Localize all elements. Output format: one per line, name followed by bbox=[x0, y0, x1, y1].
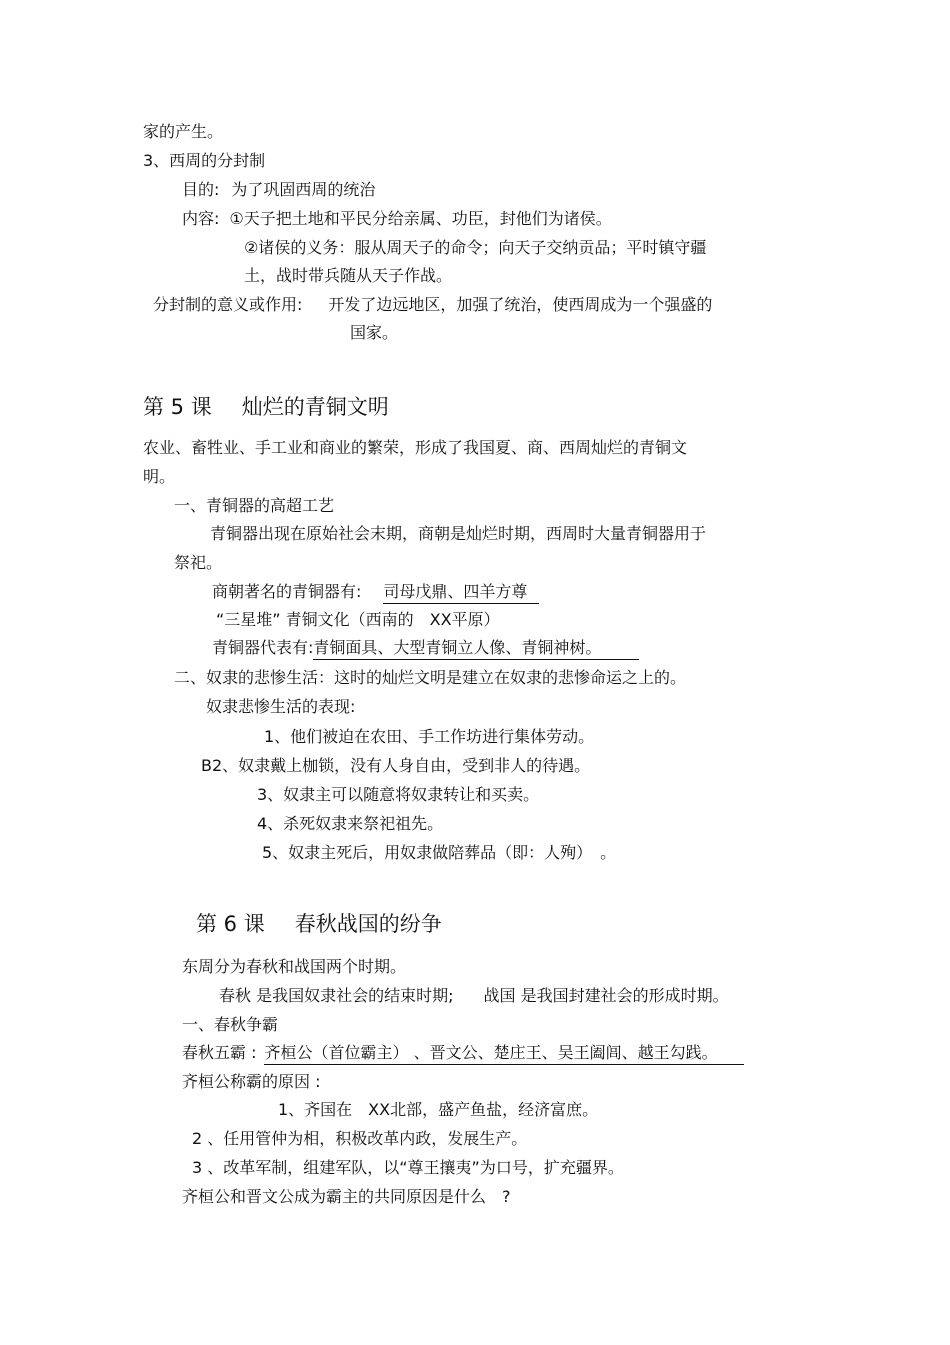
label: 商朝著名的青铜器有: bbox=[212, 582, 362, 601]
text-line bbox=[182, 180, 375, 200]
value: 为了巩固西周的统治 bbox=[231, 180, 376, 199]
text-line: 国家。 bbox=[350, 323, 399, 342]
section-title: 3、西周的分封制 bbox=[143, 151, 266, 170]
text-line: 齐桓公称霸的原因 : bbox=[182, 1072, 321, 1091]
lesson-title: 灿烂的青铜文明 bbox=[241, 395, 389, 419]
lesson-number: 第 5 课 bbox=[143, 395, 212, 419]
list-item: 2 、任用管仲为相，积极改革内政，发展生产。 bbox=[192, 1129, 528, 1148]
underlined-value: 青铜面具、大型青铜立人像、青铜神树。 bbox=[313, 638, 639, 660]
label: 青铜器代表有: bbox=[212, 638, 314, 657]
text-line: 祭祀。 bbox=[174, 553, 223, 572]
list-item: 3、奴隶主可以随意将奴隶转让和买卖。 bbox=[257, 785, 540, 804]
label: 分封制的意义或作用: bbox=[153, 295, 303, 314]
lesson-title: 春秋战国的纷争 bbox=[294, 912, 442, 936]
list-item: 5、奴隶主死后，用奴隶做陪葬品（即：人殉） 。 bbox=[262, 843, 617, 862]
text-line bbox=[182, 209, 612, 229]
text-line: 奴隶悲惨生活的表现: bbox=[206, 697, 356, 716]
section-title: 一、春秋争霸 bbox=[182, 1015, 279, 1034]
underlined-value: 齐桓公（首位霸主） 、晋文公、楚庄王、吴王阖闾、越王勾践。 bbox=[264, 1043, 743, 1065]
list-item: 1、他们被迫在农田、手工作坊进行集体劳动。 bbox=[264, 727, 595, 746]
text-line: 明。 bbox=[143, 467, 176, 486]
label: 内容: bbox=[182, 209, 220, 228]
list-item: B2、奴隶戴上枷锁，没有人身自由，受到非人的待遇。 bbox=[201, 756, 591, 775]
text-line bbox=[212, 582, 539, 604]
text-line: 青铜器出现在原始社会末期，商朝是灿烂时期，西周时大量青铜器用于 bbox=[210, 524, 707, 543]
text-line bbox=[212, 638, 639, 660]
text-line bbox=[219, 986, 729, 1006]
list-item: 3 、改革军制，组建军队，以“尊王攘夷”为口号，扩充疆界。 bbox=[192, 1158, 624, 1177]
text-line: 家的产生。 bbox=[143, 122, 224, 141]
lesson-heading bbox=[143, 394, 389, 420]
text-line bbox=[182, 1043, 744, 1065]
text-line: 东周分为春秋和战国两个时期。 bbox=[182, 957, 407, 976]
lesson-heading bbox=[196, 911, 442, 937]
text-segment: 春秋 是我国奴隶社会的结束时期; bbox=[219, 986, 454, 1005]
text-line: “三星堆” 青铜文化（西南的 XX平原） bbox=[216, 610, 500, 629]
text-line bbox=[153, 295, 712, 315]
lesson-number: 第 6 课 bbox=[196, 912, 265, 936]
label: 春秋五霸 : bbox=[182, 1043, 257, 1062]
text-line: 农业、畜牲业、手工业和商业的繁荣，形成了我国夏、商、西周灿烂的青铜文 bbox=[143, 438, 688, 457]
underlined-value: 司母戊鼎、四羊方尊 bbox=[383, 582, 539, 604]
text-line: 齐桓公和晋文公成为霸主的共同原因是什么 ? bbox=[182, 1187, 511, 1206]
list-item: 1、齐国在 XX北部，盛产鱼盐，经济富庶。 bbox=[278, 1100, 599, 1119]
list-item: 4、杀死奴隶来祭祀祖先。 bbox=[257, 814, 444, 833]
section-title: 一、青铜器的高超工艺 bbox=[174, 496, 335, 515]
value: ①天子把土地和平民分给亲属、功臣，封他们为诸侯。 bbox=[229, 209, 612, 228]
section-title: 二、奴隶的悲惨生活：这时的灿烂文明是建立在奴隶的悲惨命运之上的。 bbox=[174, 668, 687, 687]
label: 目的: bbox=[182, 180, 220, 199]
value: 开发了边远地区，加强了统治，使西周成为一个强盛的 bbox=[328, 295, 713, 314]
text-line: ②诸侯的义务：服从周天子的命令；向天子交纳贡品；平时镇守疆 bbox=[244, 238, 707, 257]
text-segment: 战国 是我国封建社会的形成时期。 bbox=[483, 986, 729, 1005]
text-line: 土，战时带兵随从天子作战。 bbox=[244, 266, 453, 285]
